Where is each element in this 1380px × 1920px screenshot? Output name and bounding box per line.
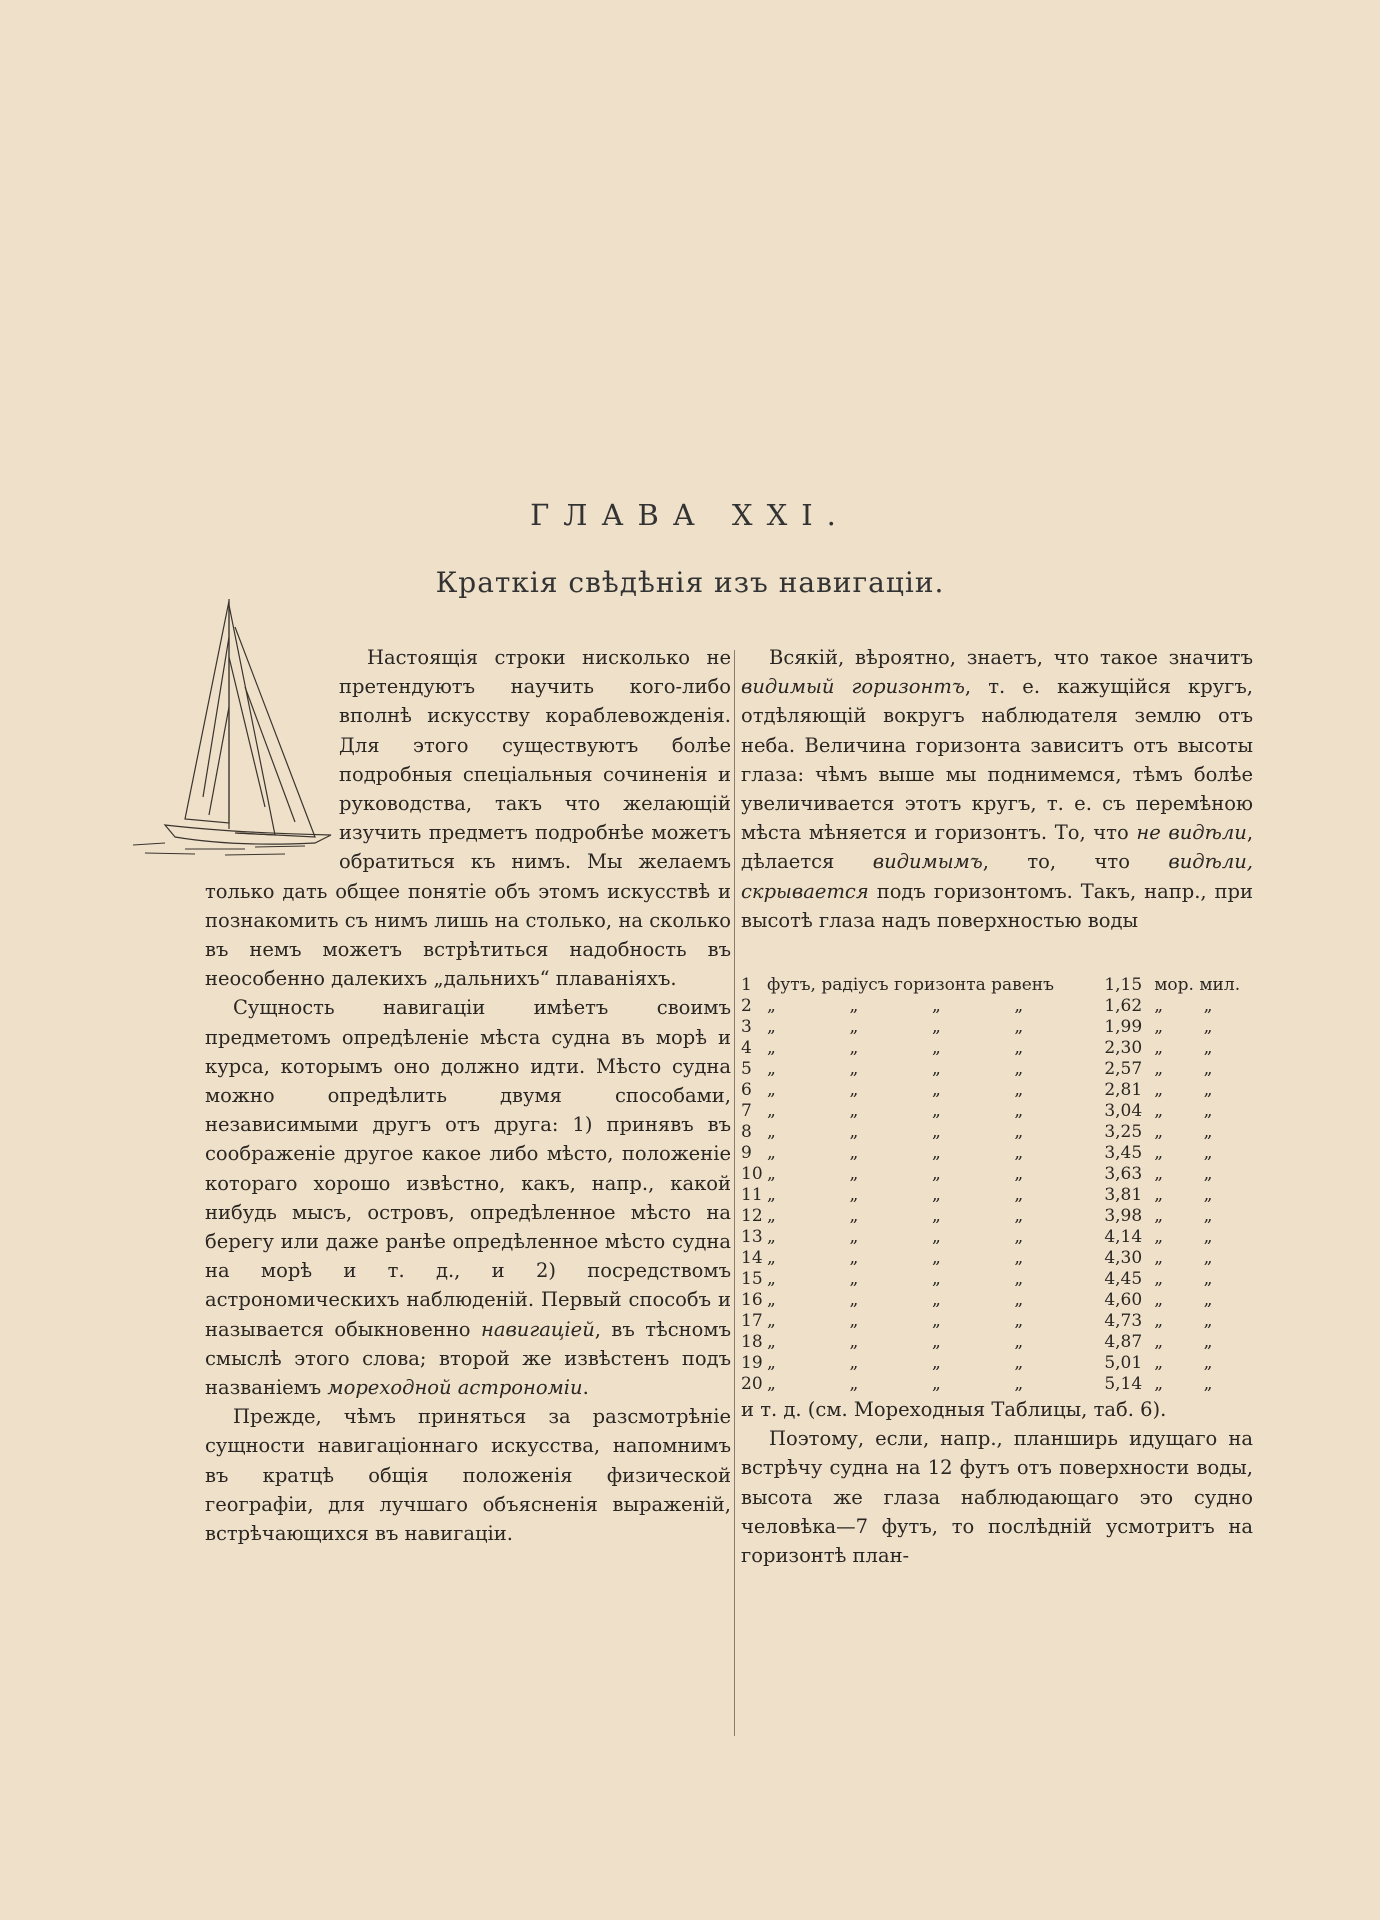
ditto-mark: „ [767, 1101, 776, 1122]
ditto-mark: „ [1203, 1248, 1213, 1269]
ditto-mark: „ [1203, 1332, 1213, 1353]
feet-cell: 7 [741, 1101, 752, 1122]
table-row [741, 1311, 1253, 1332]
ditto-mark: „ [1203, 1101, 1213, 1122]
ditto-mark: „ [849, 1332, 859, 1353]
table-row [741, 1185, 1253, 1206]
unit-label: футъ, радіусъ горизонта равенъ [767, 975, 1054, 996]
ditto-mark: „ [1203, 1143, 1213, 1164]
table-row [741, 1122, 1253, 1143]
ditto-mark: „ [767, 1206, 776, 1227]
paragraph-example: Поэтому, если, напр., планширь идущаго на встрѣчу судна на 12 футъ отъ поверхности воды, высота же глаза наблюдающаго это судно человѣка—7 футъ, то послѣдній усмотритъ на горизонтѣ план- [741, 1427, 1253, 1568]
ditto-mark: „ [767, 1353, 776, 1374]
chapter-title: ГЛАВА XXI. [530, 498, 850, 532]
ditto-mark: „ [1203, 1059, 1213, 1080]
radius-cell: 3,63 [1104, 1164, 1143, 1185]
radius-cell: 3,45 [1104, 1143, 1143, 1164]
radius-cell: 4,30 [1104, 1248, 1143, 1269]
feet-cell: 8 [741, 1122, 752, 1143]
paragraph-horizon: Всякій, вѣроятно, знаетъ, что такое значитъ видимый горизонтъ, т. е. кажущійся кругъ, отдѣляющій вокругъ наблюдателя землю отъ неба. Величина горизонта зависитъ отъ высоты глаза: чѣмъ выше мы поднимемся, тѣмъ болѣе увеличивается этотъ кругъ, т. е. съ перемѣною мѣста мѣняется и горизонтъ. То, что не видѣли, дѣлается видимымъ, то, что видѣли, скрывается подъ горизонтомъ. Такъ, напр., при высотѣ глаза надъ поверхностью воды [741, 646, 1254, 932]
ditto-mark: „ [849, 1290, 859, 1311]
ditto-mark: „ [767, 1311, 776, 1332]
ditto-mark: „ [849, 1227, 859, 1248]
ditto-mark: „ [931, 1374, 941, 1395]
ditto-mark: „ [767, 1038, 776, 1059]
table-row [741, 1164, 1253, 1185]
ditto-mark: „ [1154, 1164, 1163, 1185]
ditto-mark: „ [1203, 1374, 1213, 1395]
feet-cell: 6 [741, 1080, 752, 1101]
ditto-mark: „ [1154, 1206, 1163, 1227]
feet-cell: 2 [741, 996, 752, 1017]
ditto-mark: „ [1203, 1122, 1213, 1143]
right-column [741, 643, 1253, 1570]
ditto-mark: „ [931, 1017, 941, 1038]
ditto-mark: „ [931, 1059, 941, 1080]
ditto-mark: „ [1154, 1101, 1163, 1122]
ditto-mark: „ [849, 1080, 859, 1101]
feet-cell: 17 [741, 1311, 763, 1332]
ditto-mark: „ [767, 1122, 776, 1143]
radius-cell: 2,57 [1104, 1059, 1143, 1080]
table-row [741, 1269, 1253, 1290]
radius-cell: 5,01 [1104, 1353, 1143, 1374]
ditto-mark: „ [931, 1311, 941, 1332]
ditto-mark: „ [849, 1038, 859, 1059]
ditto-mark: „ [931, 1290, 941, 1311]
feet-cell: 14 [741, 1248, 763, 1269]
feet-cell: 4 [741, 1038, 752, 1059]
ditto-mark: „ [849, 1374, 859, 1395]
radius-cell: 4,73 [1104, 1311, 1143, 1332]
ditto-mark: „ [931, 996, 941, 1017]
ditto-mark: „ [767, 1290, 776, 1311]
value-unit-label: мор. мил. [1154, 975, 1241, 996]
ditto-mark: „ [931, 1227, 941, 1248]
ditto-mark: „ [849, 1164, 859, 1185]
ditto-mark: „ [1203, 1017, 1213, 1038]
ditto-mark: „ [1014, 1374, 1024, 1395]
feet-cell: 20 [741, 1374, 763, 1395]
ditto-mark: „ [1154, 1143, 1163, 1164]
table-row [741, 1017, 1253, 1038]
ditto-mark: „ [931, 1164, 941, 1185]
ditto-mark: „ [849, 1143, 859, 1164]
ditto-mark: „ [1014, 1143, 1024, 1164]
radius-cell: 1,15 [1104, 975, 1143, 996]
table-row [741, 1101, 1253, 1122]
ditto-mark: „ [1203, 1353, 1213, 1374]
ditto-mark: „ [767, 1227, 776, 1248]
feet-cell: 16 [741, 1290, 763, 1311]
table-row [741, 1248, 1253, 1269]
ditto-mark: „ [1014, 1290, 1024, 1311]
ditto-mark: „ [1014, 1353, 1024, 1374]
ditto-mark: „ [849, 1185, 859, 1206]
radius-cell: 3,81 [1104, 1185, 1143, 1206]
table-reference: и т. д. (см. Мореходныя Таблицы, таб. 6). [741, 1398, 1167, 1422]
table-row [741, 1206, 1253, 1227]
ditto-mark: „ [931, 1122, 941, 1143]
ditto-mark: „ [1203, 1206, 1213, 1227]
ditto-mark: „ [767, 1332, 776, 1353]
table-row [741, 1143, 1253, 1164]
ditto-mark: „ [767, 996, 776, 1017]
ditto-mark: „ [1154, 1374, 1163, 1395]
ditto-mark: „ [767, 1374, 776, 1395]
table-row [741, 1290, 1253, 1311]
table-row [741, 1038, 1253, 1059]
ditto-mark: „ [849, 1353, 859, 1374]
feet-cell: 1 [741, 975, 752, 996]
ditto-mark: „ [1154, 1290, 1163, 1311]
ditto-mark: „ [1154, 1332, 1163, 1353]
table-row [741, 1374, 1253, 1395]
horizon-radius-table [741, 975, 1253, 1395]
ditto-mark: „ [849, 1248, 859, 1269]
ditto-mark: „ [1014, 1101, 1024, 1122]
radius-cell: 4,14 [1104, 1227, 1143, 1248]
ditto-mark: „ [1203, 1038, 1213, 1059]
radius-cell: 4,45 [1104, 1269, 1143, 1290]
paragraph-navigation-definition: Сущность навигаціи имѣетъ своимъ предметомъ опредѣленіе мѣста судна въ морѣ и курса, которымъ оно должно идти. Мѣсто судна можно опредѣлить двумя способами, независимыми другъ отъ друга: 1) принявъ въ соображеніе другое какое либо мѣсто, положеніе котораго хорошо извѣстно, какъ, напр., какой нибудь мысъ, островъ, опредѣленное мѣсто на берегу или даже ранѣе опредѣленное мѣсто судна на морѣ и т. д., и 2) посредствомъ астрономическихъ наблюденій. Первый способъ и называется обыкновенно навигаціей, въ тѣсномъ смыслѣ этого слова; второй же извѣстенъ подъ названіемъ мореходной астрономіи. [205, 996, 731, 1400]
ditto-mark: „ [1014, 1017, 1024, 1038]
ditto-mark: „ [1014, 1269, 1024, 1290]
table-row [741, 1332, 1253, 1353]
ditto-mark: „ [1203, 1164, 1213, 1185]
radius-cell: 3,25 [1104, 1122, 1143, 1143]
ditto-mark: „ [849, 1311, 859, 1332]
table-row [741, 996, 1253, 1017]
ditto-mark: „ [1203, 1080, 1213, 1101]
ditto-mark: „ [1203, 1290, 1213, 1311]
ditto-mark: „ [1014, 996, 1024, 1017]
ditto-mark: „ [1203, 1227, 1213, 1248]
ditto-mark: „ [931, 1143, 941, 1164]
ditto-mark: „ [931, 1185, 941, 1206]
ditto-mark: „ [849, 1017, 859, 1038]
ditto-mark: „ [1014, 1332, 1024, 1353]
radius-cell: 2,81 [1104, 1080, 1143, 1101]
ditto-mark: „ [931, 1248, 941, 1269]
ditto-mark: „ [1154, 1248, 1163, 1269]
ditto-mark: „ [767, 1164, 776, 1185]
ditto-mark: „ [767, 1185, 776, 1206]
paragraph-geography: Прежде, чѣмъ приняться за разсмотрѣніе сущности навигаціоннаго искусства, напомнимъ въ кратцѣ общія положенія физической географіи, для лучшаго объясненія выраженій, встрѣчающихся въ навигаціи. [205, 1405, 731, 1546]
ditto-mark: „ [767, 1248, 776, 1269]
feet-cell: 11 [741, 1185, 763, 1206]
ditto-mark: „ [1203, 996, 1213, 1017]
ditto-mark: „ [1203, 1311, 1213, 1332]
feet-cell: 13 [741, 1227, 763, 1248]
ditto-mark: „ [849, 1269, 859, 1290]
radius-cell: 4,60 [1104, 1290, 1143, 1311]
feet-cell: 9 [741, 1143, 752, 1164]
left-column [205, 643, 731, 1548]
table-row [741, 1059, 1253, 1080]
radius-cell: 1,99 [1104, 1017, 1143, 1038]
ditto-mark: „ [849, 996, 859, 1017]
ditto-mark: „ [1014, 1206, 1024, 1227]
paragraph-intro: Настоящія строки нисколько не претендуютъ научить кого-либо вполнѣ искусству кораблевожденія. Для этого существуютъ болѣе подробныя спеціальныя сочиненія и руководства, такъ что желающій изучить предметъ подробнѣе можетъ обратиться къ нимъ. Мы желаемъ только дать общее понятіе объ этомъ искусствѣ и познакомить съ нимъ лишь на столько, на сколько въ немъ можетъ встрѣтиться надобность въ неособенно далекихъ „дальнихъ“ плаваніяхъ. [205, 646, 731, 991]
radius-cell: 3,04 [1104, 1101, 1143, 1122]
ditto-mark: „ [1154, 1185, 1163, 1206]
ditto-mark: „ [1014, 1038, 1024, 1059]
ditto-mark: „ [1154, 1038, 1163, 1059]
ditto-mark: „ [1014, 1248, 1024, 1269]
feet-cell: 10 [741, 1164, 763, 1185]
ditto-mark: „ [767, 1017, 776, 1038]
ditto-mark: „ [931, 1269, 941, 1290]
ditto-mark: „ [849, 1122, 859, 1143]
table-row [741, 1227, 1253, 1248]
ditto-mark: „ [1154, 1059, 1163, 1080]
feet-cell: 3 [741, 1017, 752, 1038]
radius-cell: 3,98 [1104, 1206, 1143, 1227]
ditto-mark: „ [1014, 1080, 1024, 1101]
ditto-mark: „ [1014, 1059, 1024, 1080]
ditto-mark: „ [1154, 1353, 1163, 1374]
radius-cell: 4,87 [1104, 1332, 1143, 1353]
ditto-mark: „ [1154, 1080, 1163, 1101]
feet-cell: 5 [741, 1059, 752, 1080]
ditto-mark: „ [767, 1059, 776, 1080]
feet-cell: 19 [741, 1353, 763, 1374]
sailboat-illustration-icon [125, 597, 333, 859]
ditto-mark: „ [767, 1269, 776, 1290]
radius-cell: 2,30 [1104, 1038, 1143, 1059]
ditto-mark: „ [849, 1101, 859, 1122]
ditto-mark: „ [1154, 1311, 1163, 1332]
ditto-mark: „ [931, 1038, 941, 1059]
ditto-mark: „ [1154, 996, 1163, 1017]
feet-cell: 18 [741, 1332, 763, 1353]
ditto-mark: „ [931, 1353, 941, 1374]
column-divider [734, 650, 735, 1736]
ditto-mark: „ [1203, 1185, 1213, 1206]
ditto-mark: „ [1154, 1017, 1163, 1038]
radius-cell: 1,62 [1104, 996, 1143, 1017]
ditto-mark: „ [1154, 1227, 1163, 1248]
feet-cell: 15 [741, 1269, 763, 1290]
radius-cell: 5,14 [1104, 1374, 1143, 1395]
ditto-mark: „ [1014, 1185, 1024, 1206]
ditto-mark: „ [1014, 1164, 1024, 1185]
feet-cell: 12 [741, 1206, 763, 1227]
table-row [741, 1080, 1253, 1101]
ditto-mark: „ [1154, 1122, 1163, 1143]
table-row [741, 975, 1253, 996]
ditto-mark: „ [849, 1206, 859, 1227]
ditto-mark: „ [931, 1332, 941, 1353]
table-row [741, 1353, 1253, 1374]
ditto-mark: „ [1154, 1269, 1163, 1290]
ditto-mark: „ [767, 1080, 776, 1101]
ditto-mark: „ [931, 1080, 941, 1101]
ditto-mark: „ [849, 1059, 859, 1080]
ditto-mark: „ [931, 1206, 941, 1227]
chapter-subtitle: Краткія свѣдѣнія изъ навигаціи. [435, 566, 945, 599]
ditto-mark: „ [931, 1101, 941, 1122]
ditto-mark: „ [1014, 1122, 1024, 1143]
ditto-mark: „ [1203, 1269, 1213, 1290]
ditto-mark: „ [767, 1143, 776, 1164]
ditto-mark: „ [1014, 1227, 1024, 1248]
ditto-mark: „ [1014, 1311, 1024, 1332]
